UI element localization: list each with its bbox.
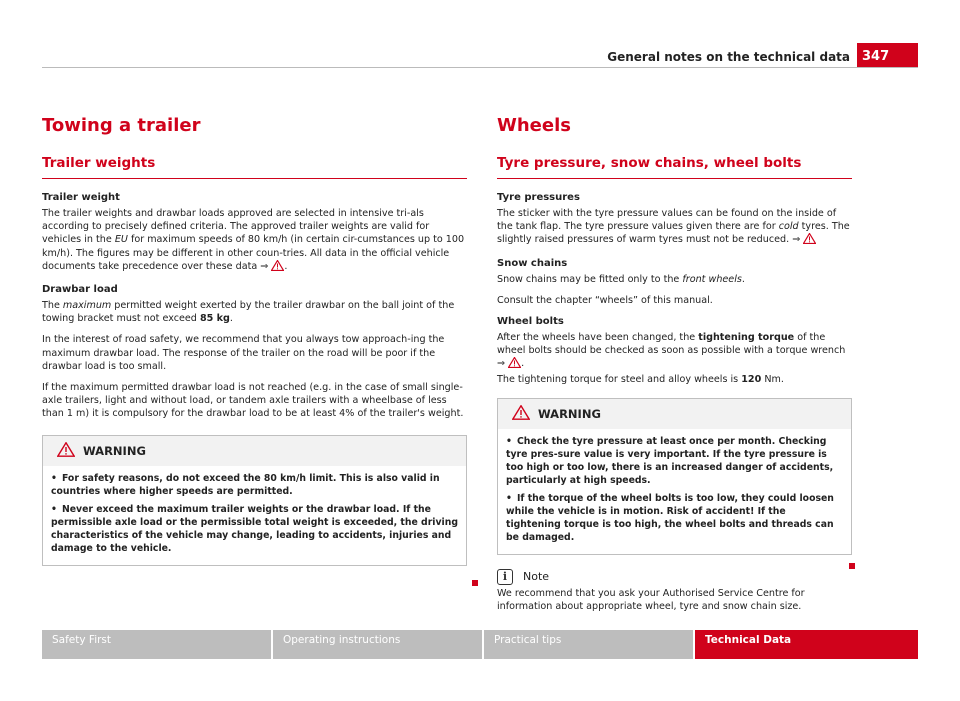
section-title-towing: Towing a trailer bbox=[42, 115, 201, 136]
wheel-bolts-paragraph: After the wheels have been changed, the tightening torque of the wheel bolts should be checked as soon as possible with a torque wrench ⇒ . The tightening torque for steel and alloy wheels is 120 Nm. bbox=[497, 332, 846, 385]
trailer-weight-heading: Trailer weight bbox=[42, 192, 120, 203]
warning-triangle-icon bbox=[57, 442, 75, 460]
note-paragraph: We recommend that you ask your Authorised Service Centre for information about appropriate wheel, tyre and snow chain size. bbox=[497, 587, 805, 613]
warning-box-wheels bbox=[497, 398, 852, 555]
warning-triangle-icon[interactable] bbox=[508, 357, 521, 372]
tab-safety-first[interactable]: Safety First bbox=[42, 630, 271, 659]
drawbar-heading: Drawbar load bbox=[42, 284, 118, 296]
snow-chains-paragraph: Snow chains may be fitted only to the front wheels. bbox=[497, 273, 745, 285]
section-end-mark bbox=[472, 580, 478, 586]
drawbar-paragraph: The maximum permitted weight exerted by the trailer drawbar on the ball joint of the towing bracket must not exceed 85 kg. bbox=[42, 300, 455, 325]
left-column bbox=[42, 112, 467, 566]
section-end-mark bbox=[849, 563, 855, 569]
tyre-block bbox=[497, 191, 852, 386]
trailer-weight-paragraph: The trailer weights and drawbar loads approved are selected in intensive tri-als according to precisely defined criteria. The approved trailer weights are valid for vehicles in the EU for maximum speeds of 80 km/h (in certain cir-cumstances up to 100 km/h). The figures may be different in other coun-tries. All data in the official vehicle documents take precedence over these data ⇒ . bbox=[42, 207, 467, 275]
footer-nav bbox=[42, 630, 918, 659]
info-icon: i bbox=[497, 569, 513, 585]
note-block bbox=[497, 569, 852, 613]
drawbar-paragraph-2: In the interest of road safety, we recommend that you always tow approach-ing the maximum drawbar load. The response of the trailer on the road will be poor if the drawbar load is too small. bbox=[42, 334, 445, 372]
warning-header bbox=[498, 399, 851, 429]
warning-item: • Check the tyre pressure at least once per month. Checking tyre pres-sure value is very important. If the tyre pressure is too high or too low, there is an increased danger of accidents, particularly at high speeds. bbox=[506, 435, 834, 486]
tyre-pressures-heading: Tyre pressures bbox=[497, 192, 580, 203]
wheel-bolts-heading: Wheel bolts bbox=[497, 316, 564, 328]
drawbar-paragraph-3: If the maximum permitted drawbar load is not reached (e.g. in the case of small single-axle trailers, light and without load, or tandem axle trailers with a wheelbase of less than 1 m) it is compulsory for the drawbar load to be at least 4% of the trailer's weight. bbox=[42, 382, 464, 420]
running-header-title: General notes on the technical data bbox=[607, 50, 850, 64]
right-column bbox=[497, 112, 852, 621]
subsection-title-trailer-weights: Trailer weights bbox=[42, 154, 467, 179]
warning-triangle-icon bbox=[512, 405, 530, 423]
warning-item: • Never exceed the maximum trailer weights or the drawbar load. If the permissible axle load or the permissible total weight is exceeded, the driving characteristics of the vehicle may change, leading to accidents, injuries and damage to the vehicle. bbox=[51, 503, 458, 554]
header-divider bbox=[42, 67, 918, 68]
warning-label: WARNING bbox=[538, 406, 601, 421]
subsection-title-tyre-pressure: Tyre pressure, snow chains, wheel bolts bbox=[497, 154, 852, 179]
tab-practical-tips[interactable]: Practical tips bbox=[484, 630, 693, 659]
consult-paragraph: Consult the chapter “wheels” of this manual. bbox=[497, 294, 713, 306]
warning-item: • If the torque of the wheel bolts is too low, they could loosen while the vehicle is in motion. Risk of accident! If the tightening torque is too high, the wheel bolts and threads can be damaged. bbox=[506, 492, 834, 543]
trailer-weight-block bbox=[42, 191, 467, 421]
tyre-pressures-paragraph: The sticker with the tyre pressure values can be found on the inside of the tank flap. The tyre pressure values given there are for cold tyres. The slightly raised pressures of warm tyres must not be reduced. ⇒ bbox=[497, 207, 852, 249]
tab-operating-instructions[interactable]: Operating instructions bbox=[273, 630, 482, 659]
warning-header bbox=[43, 436, 466, 466]
warning-label: WARNING bbox=[83, 443, 146, 458]
section-title-wheels: Wheels bbox=[497, 115, 571, 136]
warning-box-trailer bbox=[42, 435, 467, 566]
warning-triangle-icon[interactable] bbox=[803, 233, 816, 248]
note-label: Note bbox=[523, 570, 550, 584]
page-number: 347 bbox=[857, 43, 918, 67]
warning-item: • For safety reasons, do not exceed the 80 km/h limit. This is also valid in countries where higher speeds are permitted. bbox=[51, 472, 440, 497]
tab-technical-data[interactable]: Technical Data bbox=[695, 630, 918, 659]
warning-triangle-icon[interactable] bbox=[271, 260, 284, 275]
snow-chains-heading: Snow chains bbox=[497, 257, 568, 269]
